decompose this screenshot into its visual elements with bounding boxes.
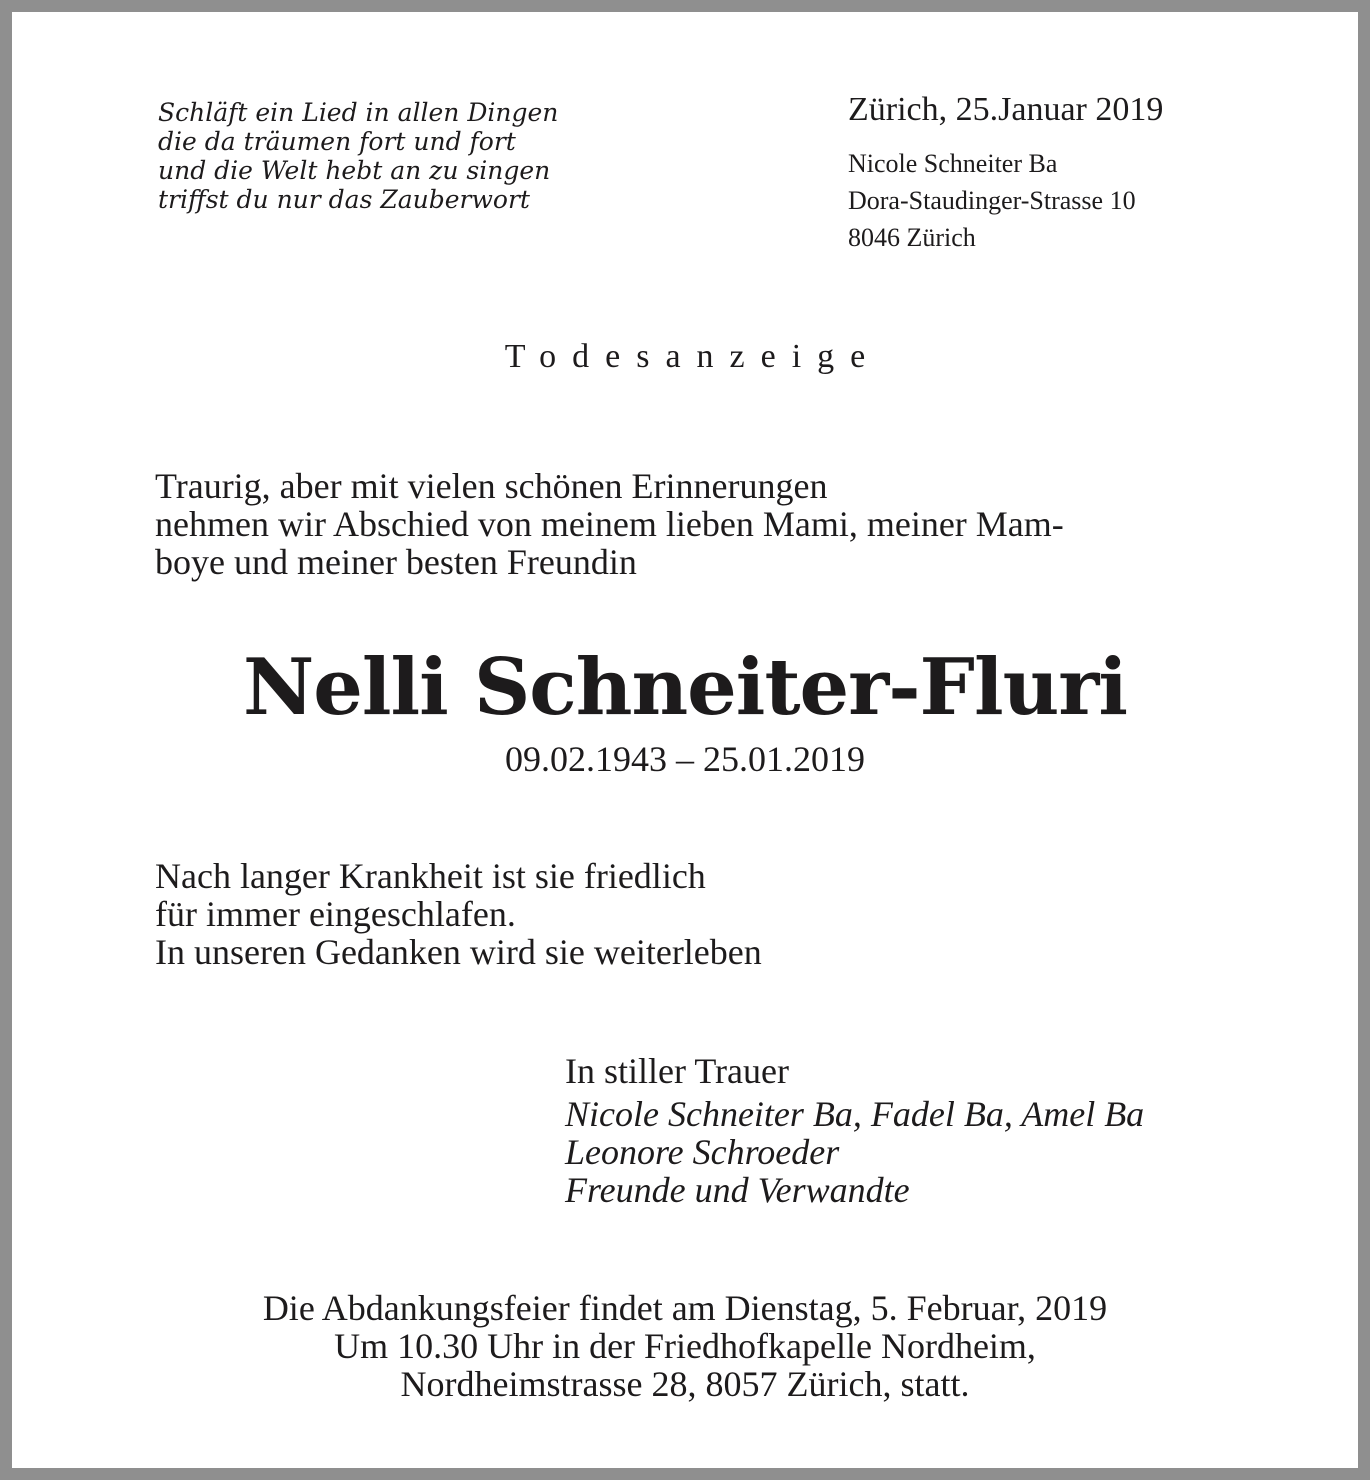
intro-line: Traurig, aber mit vielen schönen Erinnerungen xyxy=(155,466,828,506)
address-city: 8046 Zürich xyxy=(848,223,976,252)
farewell-message xyxy=(155,857,762,971)
intro-line: boye und meiner besten Freundin xyxy=(155,542,637,582)
sender-address xyxy=(848,145,1136,256)
mourner-line: Leonore Schroeder xyxy=(565,1132,840,1172)
poem-verse xyxy=(158,98,558,214)
mourner-line: Freunde und Verwandte xyxy=(565,1170,910,1210)
ceremony-info xyxy=(12,1289,1358,1403)
mourners-list xyxy=(565,1095,1144,1209)
intro-line: nehmen wir Abschied von meinem lieben Mami, meiner Mam- xyxy=(155,504,1064,544)
poem-line: Schläft ein Lied in allen Dingen xyxy=(158,98,559,127)
message-line: In unseren Gedanken wird sie weiterleben xyxy=(155,932,762,972)
mourner-line: Nicole Schneiter Ba, Fadel Ba, Amel Ba xyxy=(565,1094,1145,1134)
ceremony-line: Um 10.30 Uhr in der Friedhofkapelle Nordheim, xyxy=(334,1326,1036,1366)
notice-heading: Todesanzeige xyxy=(504,338,882,375)
ceremony-line: Nordheimstrasse 28, 8057 Zürich, statt. xyxy=(400,1364,970,1404)
message-line: Nach langer Krankheit ist sie friedlich xyxy=(155,856,706,896)
obituary-notice xyxy=(12,12,1358,1468)
dateline: Zürich, 25.Januar 2019 xyxy=(848,91,1164,128)
poem-line: die da träumen fort und fort xyxy=(158,127,516,156)
poem-line: und die Welt hebt an zu singen xyxy=(158,156,551,185)
address-street: Dora-Staudinger-Strasse 10 xyxy=(848,186,1136,215)
message-line: für immer eingeschlafen. xyxy=(155,894,516,934)
address-name: Nicole Schneiter Ba xyxy=(848,149,1058,178)
deceased-name: Nelli Schneiter-Fluri xyxy=(242,642,1128,733)
intro-text xyxy=(155,467,1064,581)
poem-line: triffst du nur das Zauberwort xyxy=(158,185,530,214)
ceremony-line: Die Abdankungsfeier findet am Dienstag, 5. Februar, 2019 xyxy=(262,1288,1108,1328)
mourning-label: In stiller Trauer xyxy=(565,1051,789,1091)
life-dates: 09.02.1943 – 25.01.2019 xyxy=(505,739,865,779)
